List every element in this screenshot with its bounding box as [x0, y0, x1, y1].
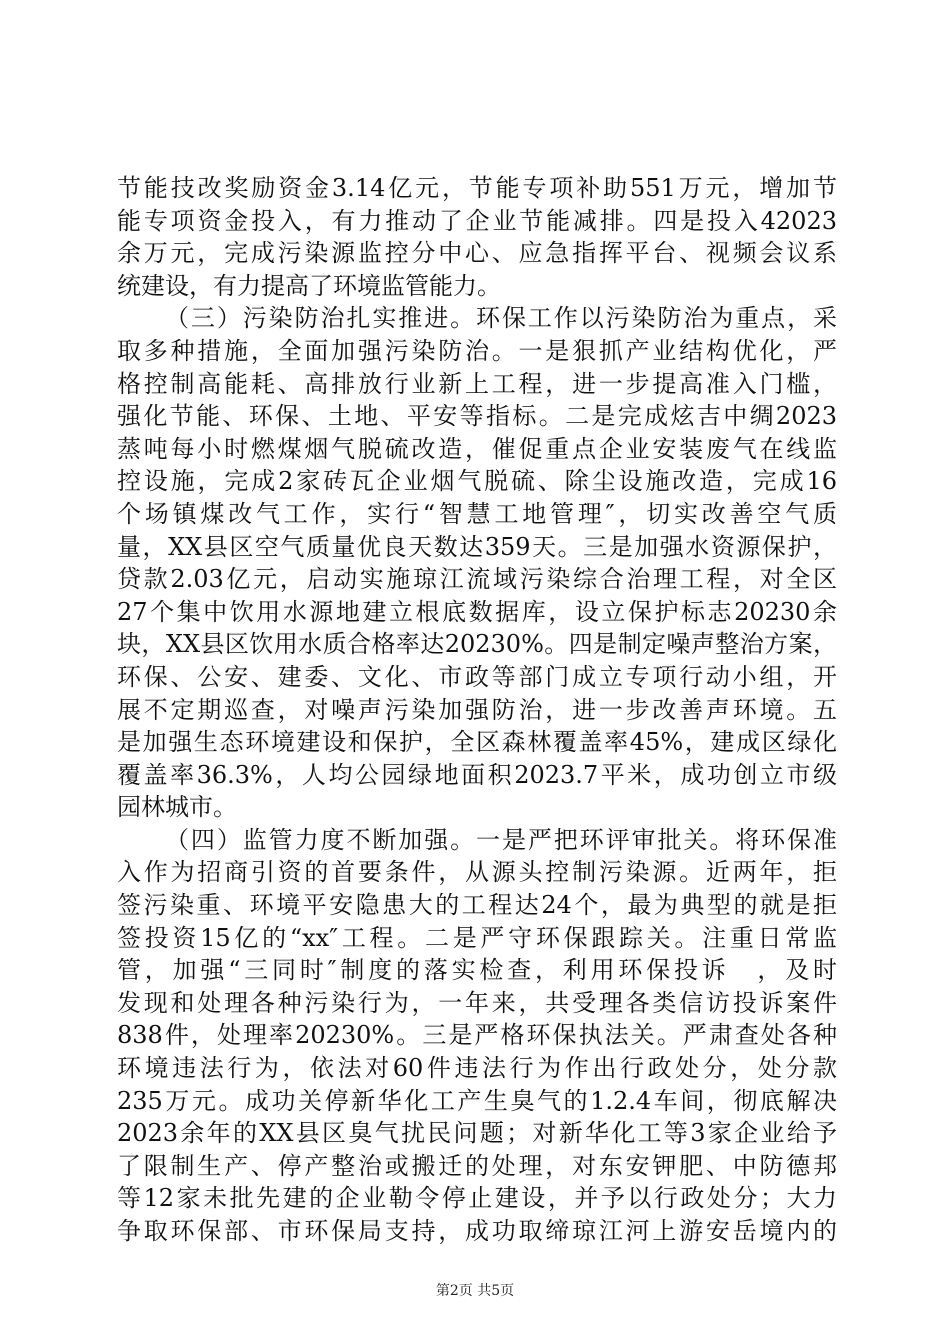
- text-line: （三）污染防治扎实推进。环保工作以污染防治为重点，采: [165, 304, 837, 333]
- text-line: 争取环保部、市环保局支持，成功取缔琼江河上游安岳境内的: [117, 1217, 837, 1245]
- text-line: 2023余年的XX县区臭气扰民问题；对新华化工等3家企业给予: [117, 1119, 837, 1148]
- text-line: 贷款2.03亿元，启动实施琼江流域污染综合治理工程，对全区: [117, 565, 837, 594]
- document-body: [117, 172, 837, 1248]
- text-line: 园林城市。: [117, 793, 237, 822]
- text-line: 838件，处理率20230%。三是严格环保执法关。严肃查处各种: [117, 1021, 837, 1050]
- text-line: 取多种措施，全面加强污染防治。一是狠抓产业结构优化，严: [117, 336, 837, 365]
- text-line: 格控制高能耗、高排放行业新上工程，进一步提高准入门槛，: [117, 369, 837, 398]
- paragraph: [117, 824, 837, 1248]
- text-line: 管，加强“三同时″制度的落实检查，利用环保投诉 ，及时: [117, 956, 837, 985]
- text-line: 27个集中饮用水源地建立根底数据库，设立保护标志20230余: [117, 597, 837, 626]
- text-line: 签投资15亿的“xx″工程。二是严守环保跟踪关。注重日常监: [117, 923, 837, 952]
- paragraph: [117, 172, 837, 302]
- text-line: 能专项资金投入，有力推动了企业节能减排。四是投入42023: [117, 206, 837, 235]
- text-line: 蒸吨每小时燃煤烟气脱硫改造，催促重点企业安装废气在线监: [117, 434, 837, 463]
- text-line: 块，XX县区饮用水质合格率达20230%。四是制定噪声整治方案，: [117, 630, 837, 659]
- text-line: 个场镇煤改气工作，实行“智慧工地管理″，切实改善空气质: [117, 499, 837, 528]
- text-line: 了限制生产、停产整治或搬迁的处理，对东安钾肥、中防德邦: [117, 1151, 837, 1180]
- text-line: 入作为招商引资的首要条件，从源头控制污染源。近两年，拒: [117, 858, 837, 887]
- text-line: 节能技改奖励资金3.14亿元，节能专项补助551万元，增加节: [117, 174, 837, 202]
- text-line: 发现和处理各种污染行为，一年来，共受理各类信访投诉案件: [117, 988, 837, 1017]
- text-line: 签污染重、环境平安隐患大的工程达24个，最为典型的就是拒: [117, 891, 837, 920]
- text-line: （四）监管力度不断加强。一是严把环评审批关。将环保准: [165, 825, 837, 854]
- text-line: 强化节能、环保、土地、平安等指标。二是完成炫吉中绸2023: [117, 402, 837, 431]
- text-line: 等12家未批先建的企业勒令停止建设，并予以行政处分；大力: [117, 1184, 837, 1213]
- text-line: 是加强生态环境建设和保护，全区森林覆盖率45%，建成区绿化: [117, 728, 837, 757]
- paragraph: [117, 302, 837, 824]
- text-line: 统建设，有力提高了环境监管能力。: [117, 271, 501, 300]
- text-line: 环保、公安、建委、文化、市政等部门成立专项行动小组，开: [117, 662, 837, 691]
- text-line: 展不定期巡查，对噪声污染加强防治，进一步改善声环境。五: [117, 695, 837, 724]
- text-line: 235万元。成功关停新华化工产生臭气的1.2.4车间，彻底解决: [117, 1086, 837, 1115]
- text-line: 余万元，完成污染源监控分中心、应急指挥平台、视频会议系: [117, 239, 837, 268]
- text-line: 环境违法行为，依法对60件违法行为作出行政处分，处分款: [117, 1054, 837, 1083]
- page-footer: 第2页 共5页: [435, 1283, 515, 1299]
- text-line: 控设施，完成2家砖瓦企业烟气脱硫、除尘设施改造，完成16: [117, 467, 837, 496]
- text-line: 覆盖率36.3%，人均公园绿地面积2023.7平米，成功创立市级: [117, 760, 837, 789]
- text-line: 量，XX县区空气质量优良天数达359天。三是加强水资源保护，: [117, 532, 837, 561]
